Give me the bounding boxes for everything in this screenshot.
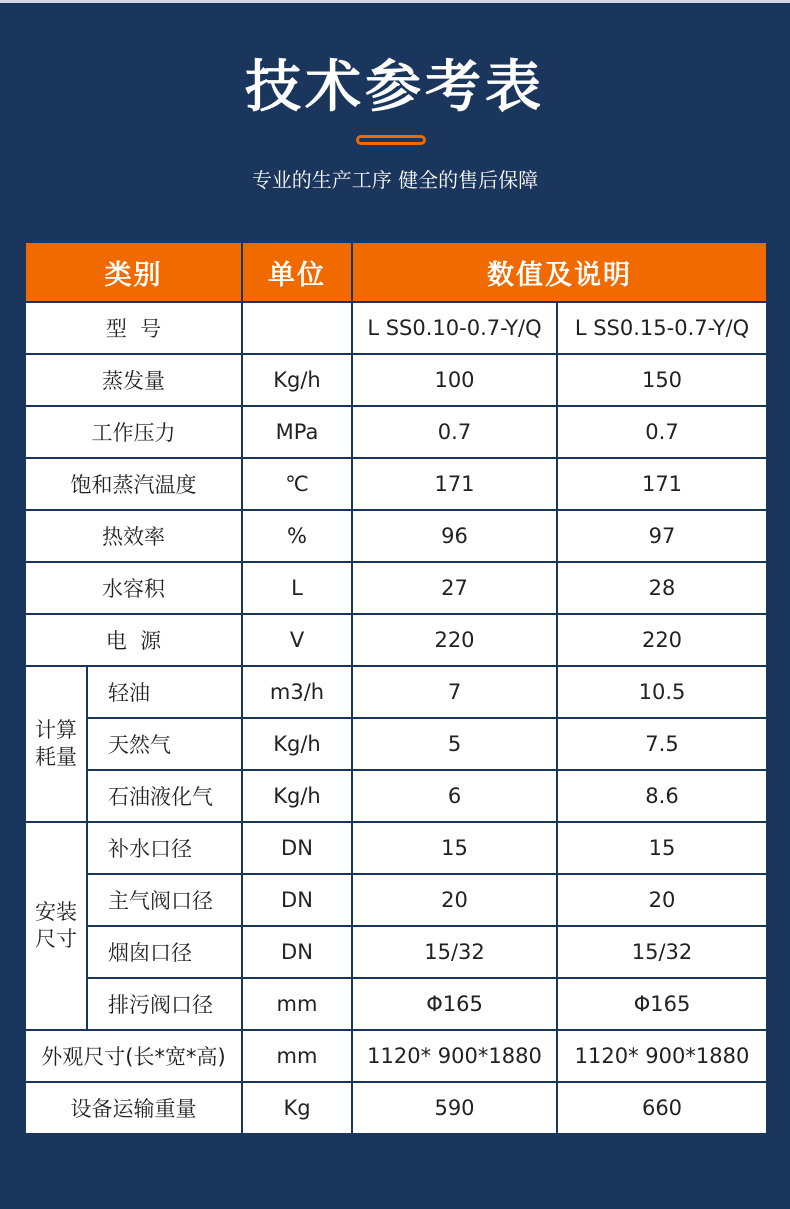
- row-value-2: 171: [557, 458, 767, 510]
- row-unit: mm: [242, 978, 352, 1030]
- table-row: [25, 978, 767, 1030]
- row-value-1: 5: [352, 718, 557, 770]
- row-label: 电 源: [25, 614, 242, 666]
- row-value-2: 20: [557, 874, 767, 926]
- row-value-1: Φ165: [352, 978, 557, 1030]
- table-row: [25, 354, 767, 406]
- table-row: [25, 718, 767, 770]
- table-row: [25, 458, 767, 510]
- table-row-model: [25, 302, 767, 354]
- table-row: [25, 666, 767, 718]
- row-label: 补水口径: [87, 822, 242, 874]
- row-unit: L: [242, 562, 352, 614]
- column-header-values: 数值及说明: [352, 243, 767, 302]
- table-header-row: [25, 243, 767, 302]
- column-header-unit: 单位: [242, 243, 352, 302]
- row-unit: Kg: [242, 1082, 352, 1134]
- table-row: [25, 406, 767, 458]
- row-label: 设备运输重量: [25, 1082, 242, 1134]
- row-unit: mm: [242, 1030, 352, 1082]
- row-value-2: 28: [557, 562, 767, 614]
- row-unit: [242, 302, 352, 354]
- row-label: 天然气: [87, 718, 242, 770]
- table-row: [25, 822, 767, 874]
- title-decoration-bar: [356, 135, 426, 145]
- table-row: [25, 1030, 767, 1082]
- row-label: 饱和蒸汽温度: [25, 458, 242, 510]
- page-subtitle: 专业的生产工序 健全的售后保障: [251, 168, 539, 192]
- top-divider: [0, 0, 790, 3]
- row-value-1: 6: [352, 770, 557, 822]
- row-value-2: 15/32: [557, 926, 767, 978]
- row-value-2: 660: [557, 1082, 767, 1134]
- spec-table: [24, 243, 768, 1135]
- row-unit: V: [242, 614, 352, 666]
- row-label: 外观尺寸(长*宽*高): [25, 1030, 242, 1082]
- row-value-1: 590: [352, 1082, 557, 1134]
- row-value-1: 171: [352, 458, 557, 510]
- row-label: 水容积: [25, 562, 242, 614]
- row-unit: %: [242, 510, 352, 562]
- row-label: 蒸发量: [25, 354, 242, 406]
- row-value-2: 97: [557, 510, 767, 562]
- row-value-1: 7: [352, 666, 557, 718]
- group-label-install: 安装尺寸: [25, 822, 87, 1030]
- row-label: 工作压力: [25, 406, 242, 458]
- row-unit: Kg/h: [242, 718, 352, 770]
- table-row: [25, 614, 767, 666]
- row-value-2: 0.7: [557, 406, 767, 458]
- row-label: 热效率: [25, 510, 242, 562]
- page-title: 技术参考表: [245, 55, 545, 120]
- table-row: [25, 926, 767, 978]
- row-label: 烟囱口径: [87, 926, 242, 978]
- row-value-1: 0.7: [352, 406, 557, 458]
- row-value-2: 150: [557, 354, 767, 406]
- row-unit: Kg/h: [242, 354, 352, 406]
- row-value-2: 1120* 900*1880: [557, 1030, 767, 1082]
- row-label: 石油液化气: [87, 770, 242, 822]
- row-value-2: 15: [557, 822, 767, 874]
- table-row: [25, 770, 767, 822]
- column-header-category: 类别: [25, 243, 242, 302]
- row-unit: DN: [242, 874, 352, 926]
- model-value-2: L SS0.15-0.7-Y/Q: [557, 302, 767, 354]
- row-label: 型 号: [25, 302, 242, 354]
- group-label-consumption: 计算耗量: [25, 666, 87, 822]
- row-value-1: 15/32: [352, 926, 557, 978]
- row-value-1: 100: [352, 354, 557, 406]
- row-label: 主气阀口径: [87, 874, 242, 926]
- row-value-2: 10.5: [557, 666, 767, 718]
- row-value-2: 220: [557, 614, 767, 666]
- row-value-1: 1120* 900*1880: [352, 1030, 557, 1082]
- row-value-1: 96: [352, 510, 557, 562]
- row-unit: DN: [242, 822, 352, 874]
- row-value-1: 20: [352, 874, 557, 926]
- row-unit: ℃: [242, 458, 352, 510]
- row-unit: m3/h: [242, 666, 352, 718]
- row-value-2: 7.5: [557, 718, 767, 770]
- row-value-2: Φ165: [557, 978, 767, 1030]
- row-label: 轻油: [87, 666, 242, 718]
- table-row: [25, 562, 767, 614]
- table-row: [25, 1082, 767, 1134]
- row-value-2: 8.6: [557, 770, 767, 822]
- table-row: [25, 874, 767, 926]
- row-value-1: 15: [352, 822, 557, 874]
- row-unit: MPa: [242, 406, 352, 458]
- row-value-1: 220: [352, 614, 557, 666]
- table-row: [25, 510, 767, 562]
- row-value-1: 27: [352, 562, 557, 614]
- model-value-1: L SS0.10-0.7-Y/Q: [352, 302, 557, 354]
- row-unit: DN: [242, 926, 352, 978]
- row-unit: Kg/h: [242, 770, 352, 822]
- row-label: 排污阀口径: [87, 978, 242, 1030]
